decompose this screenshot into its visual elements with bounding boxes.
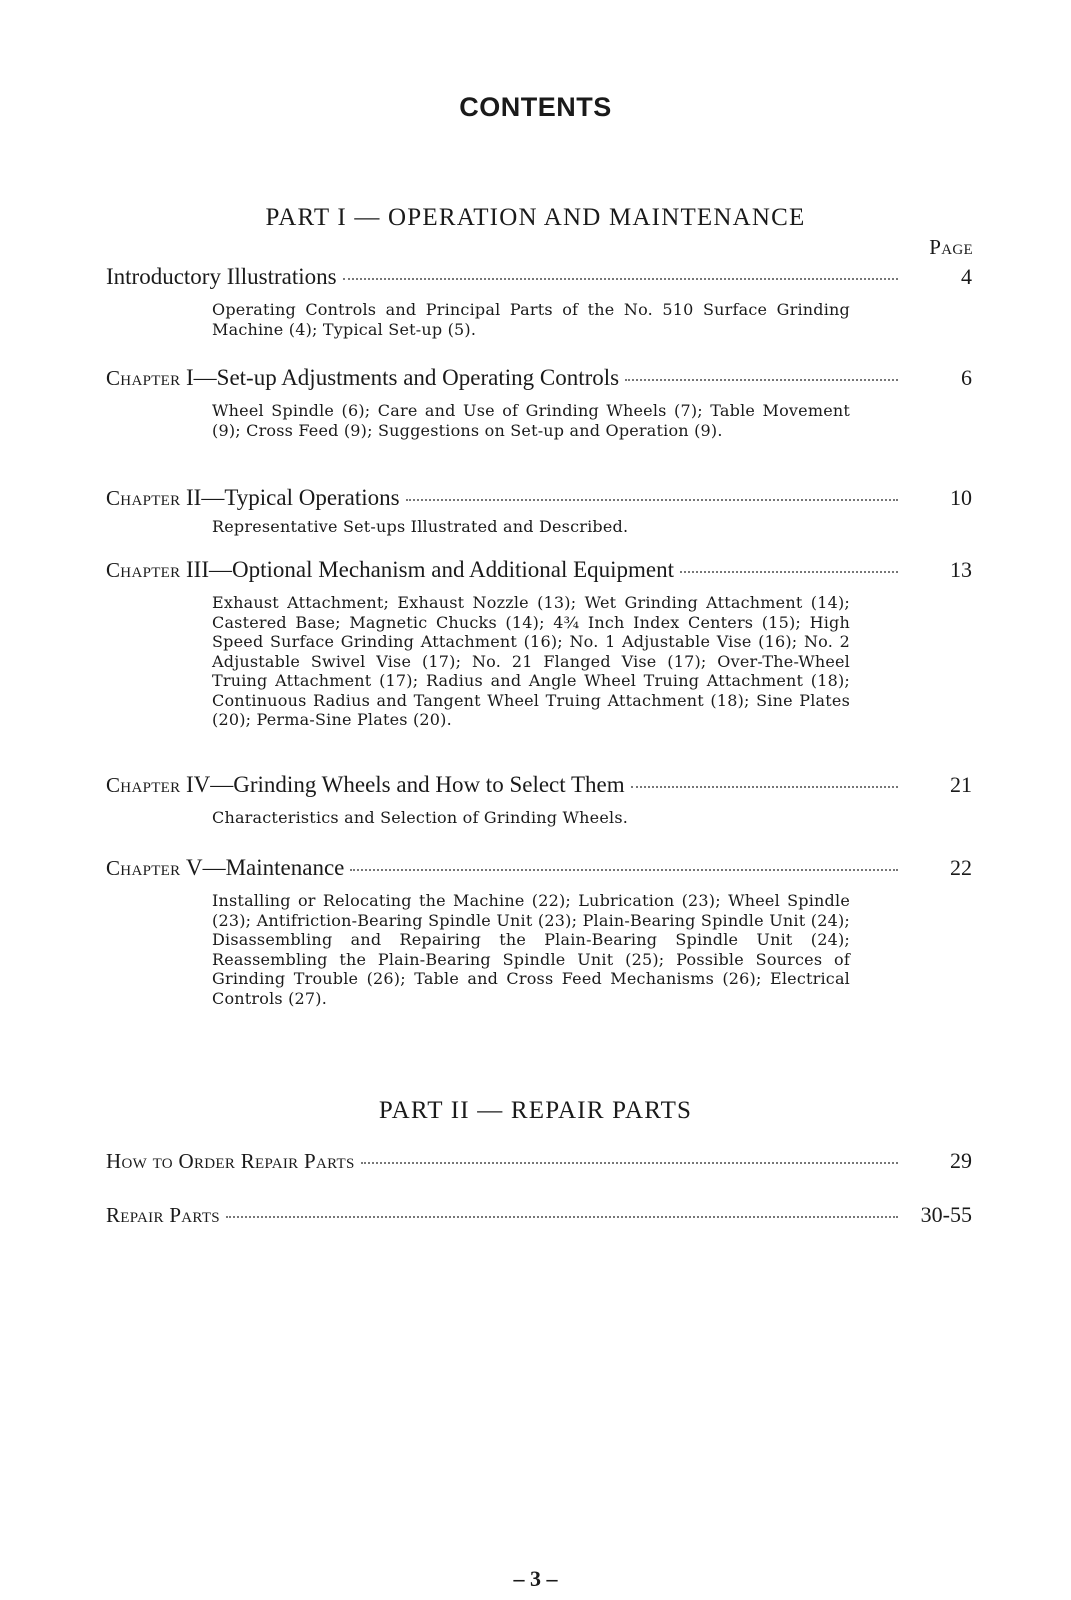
toc-entry-page: 13 (950, 557, 972, 582)
toc-entry-chapter-1 (106, 365, 972, 440)
toc-entry-page: 10 (950, 485, 972, 510)
chapter-title: IV—Grinding Wheels and How to Select Them (186, 772, 625, 797)
toc-entry-title: How to Order Repair Parts (106, 1149, 355, 1173)
part-2-heading: PART II — REPAIR PARTS (378, 1097, 693, 1124)
toc-entry-description: Exhaust Attachment; Exhaust Nozzle (13); Wet Grinding Attachment (14); Castered Base; Magnetic Chucks (14); 4¾ Inch Index Centers (15); High Speed Surface Grinding Attachment (16); No. 1 Adjustable Vise (16); No. 2 Adjustable Swivel Vise (17); No. 21 Flanged Vise (17); Over-The-Wheel Truing Attachment (17); Radius and Angle Wheel Truing Attachment (18); Continuous Radius and Tangent Wheel Truing Attachment (18); Sine Plates (20); Perma-Sine Plates (20). (212, 593, 850, 729)
toc-entry-introductory (106, 264, 972, 339)
toc-entry-line (106, 264, 972, 296)
toc-entry-chapter-3 (106, 557, 972, 730)
toc-entry-line (106, 485, 972, 517)
toc-entry-title (106, 557, 674, 583)
chapter-prefix: Chapter (106, 366, 186, 390)
toc-entry-description: Representative Set-ups Illustrated and Described. (212, 517, 629, 536)
toc-entry-title (106, 772, 625, 798)
toc-entry-page: 30-55 (920, 1202, 972, 1227)
dot-leader (343, 278, 898, 280)
toc-entry-title (106, 855, 344, 881)
toc-entry-description: Operating Controls and Principal Parts of the No. 510 Surface Grinding Machine (4); Typical Set-up (5). (212, 300, 850, 339)
part-1-heading: PART I — OPERATION AND MAINTENANCE (265, 204, 806, 231)
toc-entry-title: Repair Parts (106, 1203, 220, 1227)
toc-entry-page: 21 (950, 772, 972, 797)
toc-entry-title (106, 365, 619, 391)
page-number: – 3 – (513, 1566, 558, 1591)
chapter-title: I—Set-up Adjustments and Operating Controls (186, 365, 620, 390)
toc-entry-line (106, 772, 972, 804)
toc-entry-chapter-5 (106, 855, 972, 1008)
chapter-title: II—Typical Operations (186, 485, 400, 510)
dot-leader (680, 571, 898, 573)
chapter-title: III—Optional Mechanism and Additional Equipment (186, 557, 675, 582)
toc-entry-description: Installing or Relocating the Machine (22); Lubrication (23); Wheel Spindle (23); Antifriction-Bearing Spindle Unit (23); Plain-Bearing Spindle Unit (24); Disassembling and Repairing the Plain-Bearing Spindle Unit (24); Reassembling the Plain-Bearing Spindle Unit (25); Possible Sources of Grinding Trouble (26); Table and Cross Feed Mechanisms (26); Electrical Controls (27). (212, 891, 850, 1008)
toc-entry-how-to-order (106, 1148, 972, 1180)
dot-leader (406, 499, 898, 501)
dot-leader (226, 1216, 898, 1218)
chapter-prefix: Chapter (106, 558, 186, 582)
dot-leader (361, 1162, 898, 1164)
toc-entry-page: 4 (961, 264, 972, 289)
chapter-prefix: Chapter (106, 773, 186, 797)
chapter-prefix: Chapter (106, 856, 186, 880)
page-column-label: Page (929, 235, 973, 259)
toc-entry-line (106, 557, 972, 589)
chapter-title: V—Maintenance (186, 855, 345, 880)
toc-entry-title (106, 485, 400, 511)
page-title: CONTENTS (459, 92, 612, 122)
toc-entry-line (106, 855, 972, 887)
toc-entry-repair-parts (106, 1202, 972, 1234)
toc-entry-line (106, 1202, 972, 1234)
toc-entry-page: 22 (950, 855, 972, 880)
chapter-prefix: Chapter (106, 486, 186, 510)
toc-entry-description: Characteristics and Selection of Grinding Wheels. (212, 808, 629, 827)
toc-entry-title: Introductory Illustrations (106, 264, 337, 289)
toc-entry-line (106, 365, 972, 397)
dot-leader (631, 786, 898, 788)
dot-leader (350, 869, 898, 871)
toc-entry-page: 29 (950, 1148, 972, 1173)
toc-entry-chapter-4 (106, 772, 972, 828)
toc-entry-description: Wheel Spindle (6); Care and Use of Grinding Wheels (7); Table Movement (9); Cross Feed (9); Suggestions on Set-up and Operation (9). (212, 401, 850, 440)
toc-entry-chapter-2 (106, 485, 972, 537)
toc-entry-line (106, 1148, 972, 1180)
toc-entry-page: 6 (961, 365, 972, 390)
dot-leader (625, 379, 898, 381)
